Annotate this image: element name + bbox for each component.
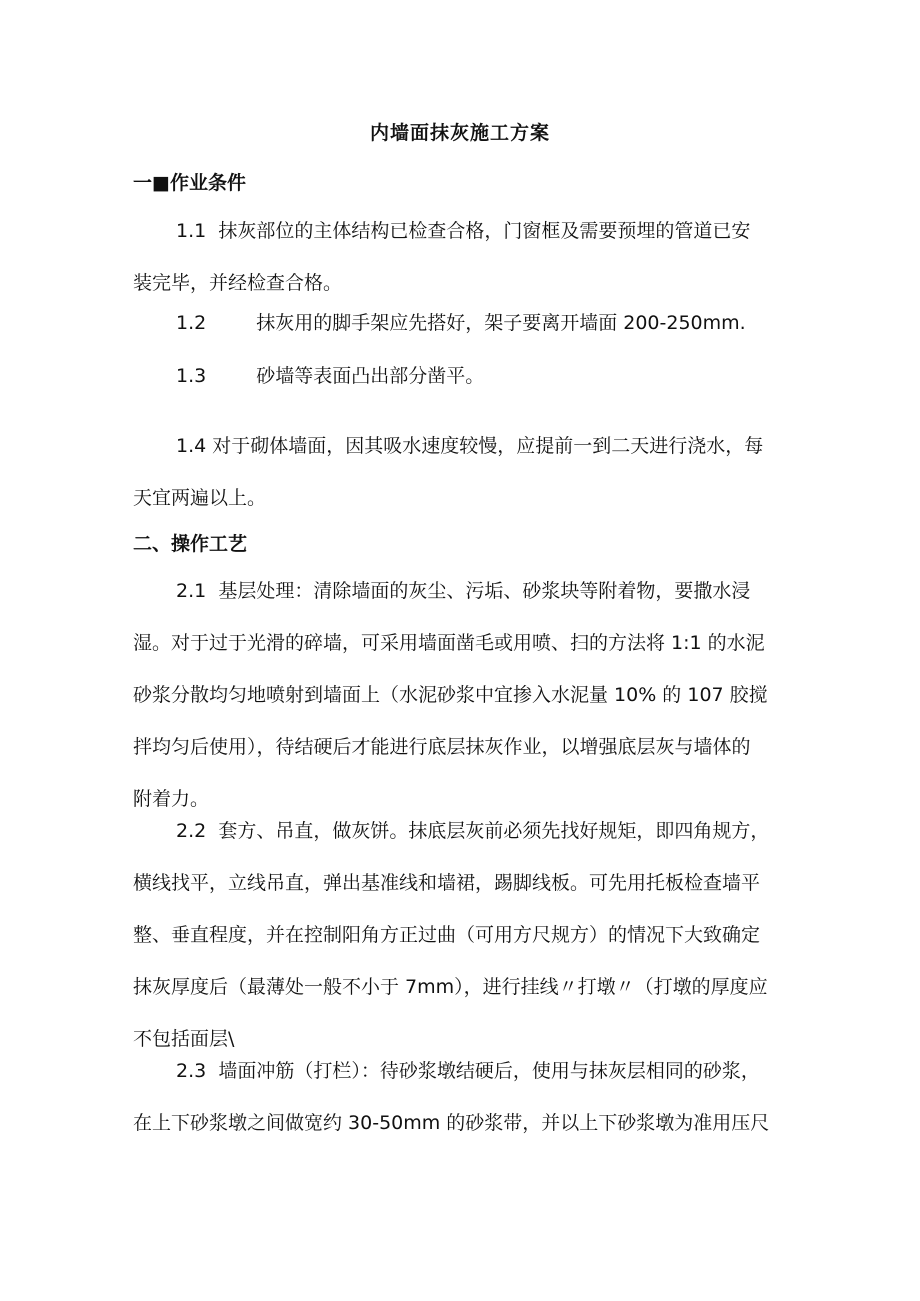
paragraph-line: 整、垂直程度，并在控制阳角方正过曲（可用方尺规方）的情况下大致确定	[133, 924, 761, 946]
item-text: 抹灰用的脚手架应先搭好，架子要离开墙面 200-250mm.	[256, 312, 746, 334]
item-text: 对于砌体墙面，因其吸水速度较慢，应提前一到二天进行浇水，每	[212, 435, 764, 457]
paragraph-1-2	[133, 297, 793, 349]
paragraph-line	[133, 805, 793, 857]
paragraph-line	[133, 565, 793, 617]
paragraph-line	[133, 350, 793, 402]
paragraph-line: 天宜两遍以上。	[133, 487, 267, 509]
paragraph-line: 砂浆分散均匀地喷射到墙面上（水泥砂浆中宜掺入水泥量 10% 的 107 胶搅	[133, 684, 768, 706]
item-number: 2.3	[176, 1060, 207, 1082]
item-text: 基层处理：清除墙面的灰尘、污垢、砂浆块等附着物，要撒水浸	[218, 580, 751, 602]
paragraph-2-1	[133, 565, 793, 825]
paragraph-line: 附着力。	[133, 788, 210, 810]
item-number: 1.3	[176, 365, 207, 387]
section-heading-1: 一■作业条件	[133, 172, 246, 194]
paragraph-2-2	[133, 805, 793, 1065]
item-number: 1.2	[176, 312, 207, 334]
item-number: 1.4	[176, 435, 207, 457]
paragraph-line: 拌均匀后使用），待结硬后才能进行底层抹灰作业，以增强底层灰与墙体的	[133, 736, 751, 758]
paragraph-1-3	[133, 350, 793, 402]
paragraph-line: 湿。对于过于光滑的碎墙，可采用墙面凿毛或用喷、扫的方法将 1:1 的水泥	[133, 632, 765, 654]
paragraph-line	[133, 297, 793, 349]
paragraph-line: 横线找平，立线吊直，弹出基准线和墙裙，踢脚线板。可先用托板检查墙平	[133, 872, 761, 894]
paragraph-line: 装完毕，并经检查合格。	[133, 272, 343, 294]
item-text: 砂墙等表面凸出部分凿平。	[256, 365, 485, 387]
paragraph-line: 不包括面层\	[133, 1028, 235, 1050]
item-number: 2.1	[176, 580, 207, 602]
item-text: 墙面冲筋（打栏）：待砂浆墩结硬后，使用与抹灰层相同的砂浆，	[218, 1060, 760, 1082]
paragraph-line: 抹灰厚度后（最薄处一般不小于 7mm），进行挂线〃打墩〃（打墩的厚度应	[133, 976, 768, 998]
paragraph-line	[133, 205, 793, 257]
paragraph-1-4	[133, 420, 793, 524]
paragraph-1-1	[133, 205, 793, 309]
item-number: 1.1	[176, 220, 207, 242]
document-title: 内墙面抹灰施工方案	[369, 122, 550, 144]
item-number: 2.2	[176, 820, 207, 842]
item-text: 套方、吊直，做灰饼。抹底层灰前必须先找好规矩，即四角规方，	[218, 820, 770, 842]
paragraph-2-3	[133, 1045, 793, 1149]
item-text: 抹灰部位的主体结构已检查合格，门窗框及需要预埋的管道已安	[218, 220, 751, 242]
paragraph-line	[133, 1045, 793, 1097]
paragraph-line	[133, 420, 793, 472]
paragraph-line: 在上下砂浆墩之间做宽约 30-50mm 的砂浆带，并以上下砂浆墩为准用压尺	[133, 1112, 770, 1134]
section-heading-2: 二、操作工艺	[133, 533, 248, 555]
